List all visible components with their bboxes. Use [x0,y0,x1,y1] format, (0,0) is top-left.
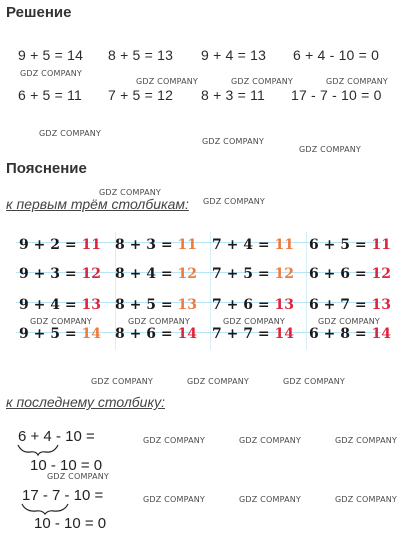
math-result: 13 [177,297,197,313]
watermark: GDZ COMPANY [39,129,102,138]
solution-expr: 9 + 4 = 13 [201,47,267,63]
math-result: 11 [177,237,197,253]
math-cell: 7 + 6 = 13 [212,297,294,313]
watermark: GDZ COMPANY [326,77,389,86]
subtitle-first-three: к первым трём столбикам: [6,196,189,212]
solution-expr: 8 + 3 = 11 [201,87,266,103]
solution-expr: 8 + 5 = 13 [108,47,174,63]
math-result: 11 [371,237,391,253]
math-cell: 7 + 5 = 12 [212,266,294,282]
math-result: 13 [274,297,294,313]
brace-mark [20,502,70,516]
work-step: 10 - 10 = 0 [30,457,103,474]
math-result: 12 [274,266,294,282]
math-cell: 9 + 3 = 12 [19,266,101,282]
math-cell: 7 + 7 = 14 [212,326,294,342]
math-result: 12 [177,266,197,282]
math-result: 11 [274,237,294,253]
solution-heading: Решение [6,4,72,21]
watermark: GDZ COMPANY [203,197,266,206]
work-step: 6 + 4 - 10 = [18,428,95,445]
watermark: GDZ COMPANY [20,69,83,78]
watermark: GDZ COMPANY [143,495,206,504]
math-cell: 8 + 6 = 14 [115,326,197,342]
math-result: 11 [81,237,101,253]
watermark: GDZ COMPANY [239,495,302,504]
watermark: GDZ COMPANY [128,317,191,326]
watermark: GDZ COMPANY [335,495,398,504]
math-result: 12 [81,266,101,282]
math-cell: 7 + 4 = 11 [212,237,294,253]
solution-expr: 6 + 4 - 10 = 0 [293,47,380,63]
math-cell: 9 + 5 = 14 [19,326,101,342]
watermark: GDZ COMPANY [47,472,110,481]
math-cell: 6 + 6 = 12 [309,266,391,282]
solution-expr: 7 + 5 = 12 [108,87,174,103]
solution-expr: 17 - 7 - 10 = 0 [291,87,382,103]
math-result: 13 [371,297,391,313]
math-cell: 8 + 3 = 11 [115,237,197,253]
solution-expr: 6 + 5 = 11 [18,87,83,103]
solution-expr: 9 + 5 = 14 [18,47,84,63]
math-result: 14 [81,326,101,342]
watermark: GDZ COMPANY [231,77,294,86]
subtitle-last: к последнему столбику: [6,394,165,410]
watermark: GDZ COMPANY [143,436,206,445]
explanation-heading: Пояснение [6,160,87,177]
watermark: GDZ COMPANY [318,317,381,326]
watermark: GDZ COMPANY [299,145,362,154]
work-step: 10 - 10 = 0 [34,515,107,532]
brace-mark [16,443,60,457]
math-result: 14 [371,326,391,342]
math-cell: 9 + 4 = 13 [19,297,101,313]
math-cell: 9 + 2 = 11 [19,237,101,253]
watermark: GDZ COMPANY [136,77,199,86]
watermark: GDZ COMPANY [223,317,286,326]
guide-line [292,232,307,350]
watermark: GDZ COMPANY [30,317,93,326]
math-result: 12 [371,266,391,282]
work-step: 17 - 7 - 10 = [22,487,104,504]
watermark: GDZ COMPANY [202,137,265,146]
watermark: GDZ COMPANY [283,377,346,386]
math-cell: 6 + 7 = 13 [309,297,391,313]
math-cell: 6 + 5 = 11 [309,237,391,253]
math-result: 14 [177,326,197,342]
watermark: GDZ COMPANY [99,188,162,197]
watermark: GDZ COMPANY [335,436,398,445]
math-result: 13 [81,297,101,313]
math-cell: 8 + 5 = 13 [115,297,197,313]
watermark: GDZ COMPANY [187,377,250,386]
math-cell: 6 + 8 = 14 [309,326,391,342]
watermark: GDZ COMPANY [239,436,302,445]
guide-line [196,232,211,350]
guide-line [101,232,116,350]
math-cell: 8 + 4 = 12 [115,266,197,282]
watermark: GDZ COMPANY [91,377,154,386]
math-result: 14 [274,326,294,342]
